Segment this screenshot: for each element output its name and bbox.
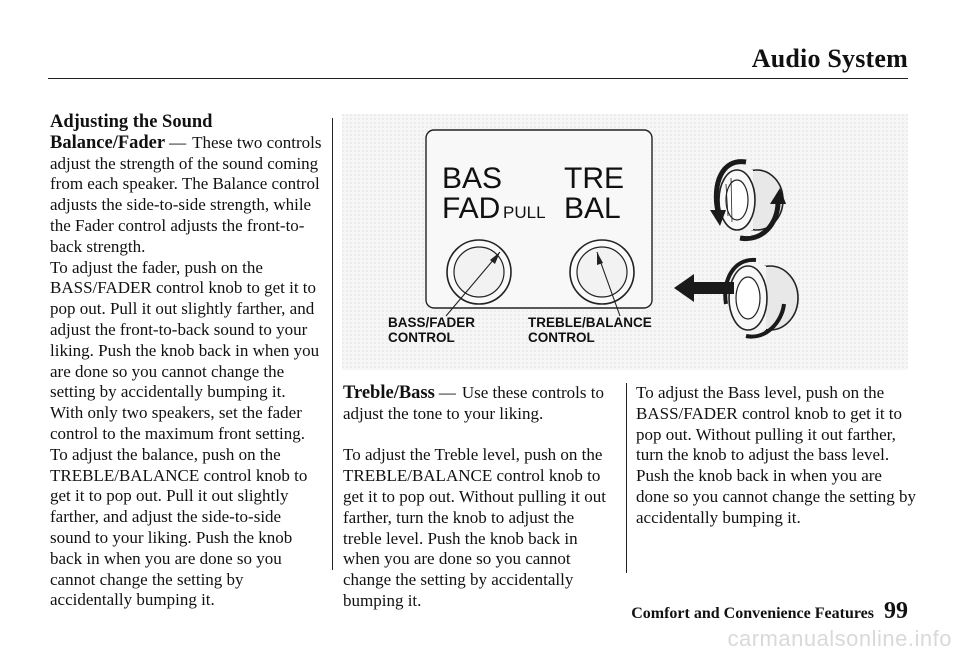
panel-label-tre: TRE <box>564 162 624 195</box>
page-number: 99 <box>884 598 908 624</box>
bass-paragraph: To adjust the Bass level, push on the BASS/FADER control knob to get it to pop out. Without pulling it out farther, turn the knob to adjust the bass level. Push the knob back in when you are done so you cannot change the setting by accidentally bumping it. <box>636 383 916 527</box>
page-footer <box>631 598 908 625</box>
bass-fader-knob-icon <box>447 240 511 304</box>
balance-fader-intro: These two controls adjust the strength of the sound coming from each speaker. The Balance control adjusts the side-to-side strength, while the Fader control adjusts the front-to-back strength. <box>50 132 322 256</box>
panel-label-bas: BAS <box>442 162 503 195</box>
em-dash: — <box>169 132 187 152</box>
column-divider <box>626 383 627 573</box>
column-balance-fader <box>50 112 322 611</box>
column-treble-bass <box>343 383 611 612</box>
column-bass <box>636 383 916 529</box>
panel-label-pull: PULL <box>503 203 546 222</box>
treble-bass-section <box>343 383 611 425</box>
callout-bass-fader-line1: BASS/FADER <box>388 315 476 330</box>
header-rule <box>48 78 908 79</box>
panel-label-bal: BAL <box>564 192 621 225</box>
em-dash: — <box>438 383 456 402</box>
panel-label-fad: FAD <box>442 192 501 225</box>
footer-section-title: Comfort and Convenience Features <box>631 605 874 622</box>
treble-balance-knob-icon <box>570 240 634 304</box>
audio-controls-figure <box>342 114 908 370</box>
balance-paragraph: To adjust the balance, push on the TREBLE/BALANCE control knob to get it to pop out. Pull it out slightly farther, and adjust the side-to-side sound to your liking. Push the knob back in when you are done so you cannot change the setting by accidentally bumping it. <box>50 444 308 610</box>
fader-paragraph: To adjust the fader, push on the BASS/FADER control knob to get it to pop out. Pull it out slightly farther, and adjust the front-to-back sound to your liking. Push the knob back in when you are done so you cannot change the setting by accidentally bumping it. With only two speakers, set the fader control to the maximum front setting. <box>50 257 320 443</box>
column-divider <box>332 118 333 570</box>
treble-paragraph: To adjust the Treble level, push on the TREBLE/BALANCE control knob to get it to pop out. Without pulling it out farther, turn the knob to adjust the treble level. Push the knob back in when you are done so you cannot change the setting by accidentally bumping it. <box>343 445 606 610</box>
callout-bass-fader-line2: CONTROL <box>388 330 455 345</box>
treble-bass-heading: Treble/Bass <box>343 383 435 403</box>
balance-fader-heading: Adjusting the Sound Balance/Fader <box>50 112 213 153</box>
page-title: Audio System <box>751 44 908 73</box>
paragraph-gap <box>343 425 611 446</box>
callout-treble-balance-line2: CONTROL <box>528 330 595 345</box>
balance-fader-section <box>50 112 322 258</box>
treble-bass-intro: Use these controls to adjust the tone to your liking. <box>343 383 604 423</box>
watermark: carmanualsonline.info <box>727 626 952 651</box>
callout-treble-balance-line1: TREBLE/BALANCE <box>528 315 652 330</box>
